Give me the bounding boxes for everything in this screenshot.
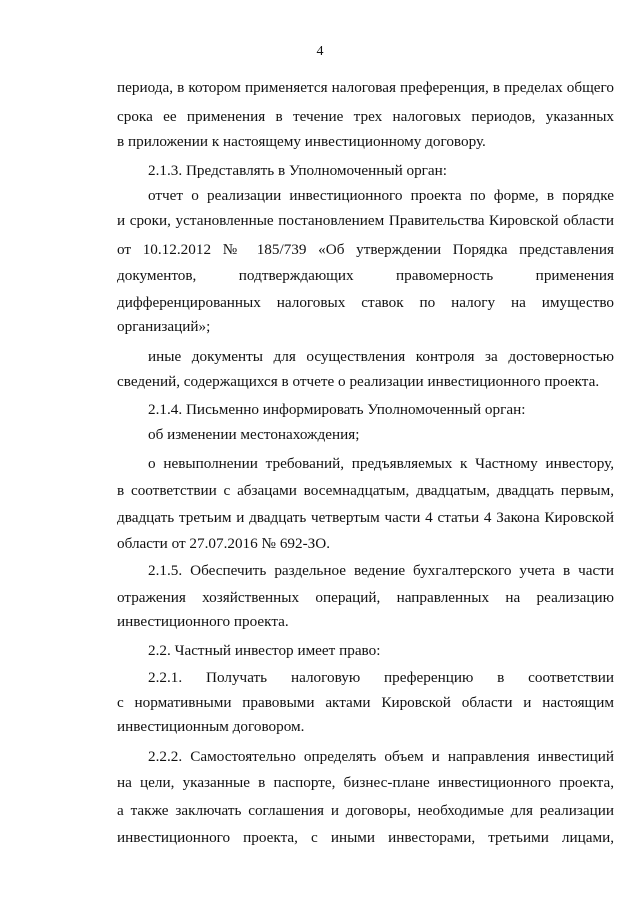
text-line: 2.1.4. Письменно информировать Уполномоченный орган: [148,401,526,418]
text-line: организаций»; [117,318,211,335]
text-line: а также заключать соглашения и договоры, необходимые для реализации [117,802,614,819]
text-line: об изменении местонахождения; [148,426,360,443]
text-line: отчет о реализации инвестиционного проекта по форме, в порядке [148,187,614,204]
text-line: инвестиционного проекта. [117,613,289,630]
page-number: 4 [316,44,324,59]
text-line: с нормативными правовыми актами Кировской области и настоящим [117,694,614,711]
text-line: 2.2.1. Получать налоговую преференцию в соответствии [148,669,614,686]
text-line: о невыполнении требований, предъявляемых к Частному инвестору, [148,455,614,472]
text-line: двадцать третьим и двадцать четвертым части 4 статьи 4 Закона Кировской [117,509,614,526]
text-line: 2.2. Частный инвестор имеет право: [148,642,381,659]
text-line: периода, в котором применяется налоговая преференция, в пределах общего [117,79,614,96]
text-line: области от 27.07.2016 № 692-ЗО. [117,535,331,552]
text-line: в соответствии с абзацами восемнадцатым, двадцатым, двадцать первым, [117,482,614,499]
text-line: срока ее применения в течение трех налоговых периодов, указанных [117,108,614,125]
text-line: от 10.12.2012 № 185/739 «Об утверждении Порядка представления [117,241,614,258]
text-line: в приложении к настоящему инвестиционному договору. [117,133,486,150]
text-line: отражения хозяйственных операций, направленных на реализацию [117,589,614,606]
text-line: на цели, указанные в паспорте, бизнес-плане инвестиционного проекта, [117,774,614,791]
text-line: 2.1.3. Представлять в Уполномоченный орган: [148,162,447,179]
text-line: документов, подтверждающих правомерность применения [117,267,614,284]
text-line: и сроки, установленные постановлением Правительства Кировской области [117,212,614,229]
text-line: 2.2.2. Самостоятельно определять объем и направления инвестиций [148,748,614,765]
text-line: инвестиционным договором. [117,718,305,735]
text-line: 2.1.5. Обеспечить раздельное ведение бухгалтерского учета в части [148,562,614,579]
text-line: дифференцированных налоговых ставок по налогу на имущество [117,294,614,311]
text-line: инвестиционного проекта, с иными инвесторами, третьими лицами, [117,829,614,846]
text-line: иные документы для осуществления контроля за достоверностью [148,348,614,365]
text-line: сведений, содержащихся в отчете о реализации инвестиционного проекта. [117,373,600,390]
